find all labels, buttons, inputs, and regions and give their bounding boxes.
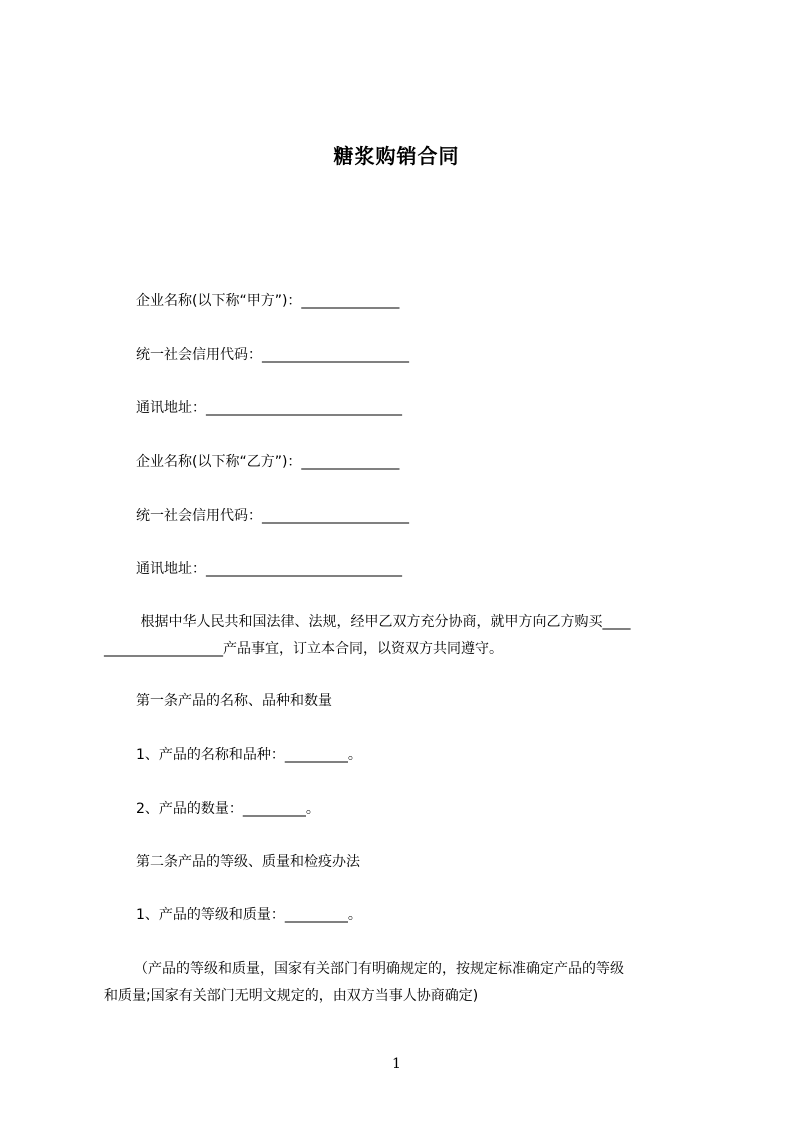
article-2-item-1: 1、产品的等级和质量：_________。	[136, 907, 362, 923]
party-b-address-field: 通讯地址：____________________________	[136, 561, 402, 577]
party-a-address-field: 通讯地址：____________________________	[136, 400, 402, 416]
preamble-line-2: _________________产品事宜，订立本合同，以资双方共同遵守。	[104, 641, 503, 657]
article-2-note-line-1: （产品的等级和质量，国家有关部门有明确规定的，按规定标准确定产品的等级	[134, 961, 624, 977]
article-1-heading: 第一条产品的名称、品种和数量	[136, 693, 332, 709]
party-a-credit-code-field: 统一社会信用代码：_____________________	[136, 347, 409, 363]
document-title: 糖浆购销合同	[333, 144, 460, 168]
party-a-name-field: 企业名称(以下称“甲方”)：______________	[136, 293, 400, 309]
page-number: 1	[392, 1056, 401, 1072]
article-2-heading: 第二条产品的等级、质量和检疫办法	[136, 854, 360, 870]
party-b-name-field: 企业名称(以下称“乙方”)：______________	[136, 454, 400, 470]
article-1-item-2: 2、产品的数量：_________。	[136, 801, 320, 817]
party-b-credit-code-field: 统一社会信用代码：_____________________	[136, 508, 409, 524]
preamble-line-1: 根据中华人民共和国法律、法规，经甲乙双方充分协商，就甲方向乙方购买____	[136, 614, 631, 630]
article-2-note-line-2: 和质量;国家有关部门无明文规定的，由双方当事人协商确定)	[104, 988, 479, 1004]
article-1-item-1: 1、产品的名称和品种：_________。	[136, 747, 362, 763]
